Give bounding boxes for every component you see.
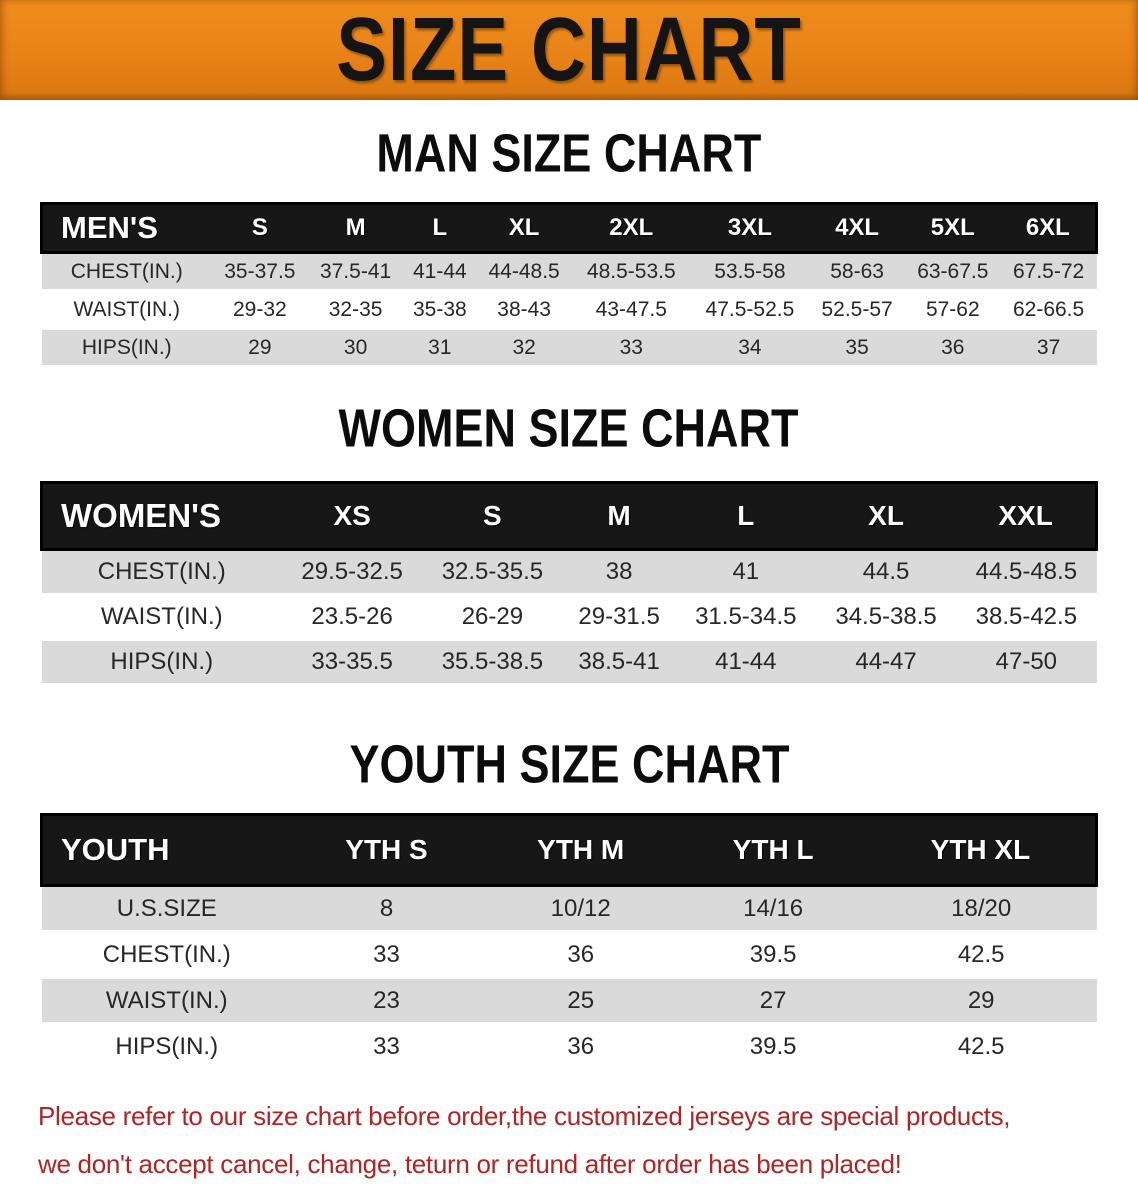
measurement-row [42, 550, 1097, 595]
value-cell: 29.5-32.5 [301, 558, 403, 585]
size-header-cell: 6XL [1025, 214, 1070, 241]
size-header-cell: L [432, 214, 448, 241]
value-cell: 33 [373, 940, 400, 968]
value-cell: 34 [738, 335, 762, 359]
value-cell: 58-63 [830, 259, 884, 283]
value-cell: 26-29 [461, 603, 524, 630]
value-cell: 31.5-34.5 [695, 603, 797, 630]
value-cell: 42.5 [957, 1032, 1005, 1060]
men-section [0, 100, 1138, 365]
value-cell: 41-44 [412, 259, 467, 283]
value-cell: 34.5-38.5 [835, 603, 937, 630]
value-cell: 36 [567, 1032, 595, 1060]
value-cell: 23 [373, 986, 400, 1014]
value-cell: 67.5-72 [1012, 259, 1085, 283]
value-cell: 29 [967, 986, 995, 1014]
table-title-cell: YOUTH [61, 832, 170, 867]
row-label-cell: HIPS(IN.) [110, 648, 214, 675]
size-header-cell: YTH L [732, 834, 814, 865]
value-cell: 44-47 [855, 648, 917, 675]
value-cell: 32 [512, 335, 536, 359]
banner [0, 0, 1138, 100]
size-header-cell: 2XL [609, 214, 654, 241]
measurement-row [42, 253, 1097, 291]
row-label-cell: CHEST(IN.) [70, 259, 183, 283]
youth-section [0, 683, 1138, 1068]
size-header-cell: 5XL [930, 214, 975, 241]
value-cell: 32.5-35.5 [441, 558, 544, 585]
disclaimer [0, 1092, 1138, 1188]
value-cell: 35-38 [412, 297, 467, 321]
measurement-row [42, 886, 1097, 932]
value-cell: 36 [567, 940, 595, 968]
size-header-cell: L [737, 500, 755, 531]
row-label-cell: WAIST(IN.) [73, 297, 181, 321]
value-cell: 32-35 [328, 297, 383, 321]
value-cell: 39.5 [749, 1032, 797, 1060]
value-cell: 37.5-41 [319, 259, 392, 283]
row-label-cell: CHEST(IN.) [97, 558, 226, 585]
row-label-cell: WAIST(IN.) [100, 603, 223, 630]
size-header-cell: 4XL [835, 214, 880, 241]
value-cell: 36 [941, 335, 965, 359]
men-heading-text: MAN SIZE CHART [376, 122, 762, 184]
size-header-cell: S [483, 500, 502, 531]
youth-size-table [40, 813, 1098, 1068]
value-cell: 38 [605, 558, 633, 585]
value-cell: 39.5 [749, 940, 797, 968]
size-header-row [42, 483, 1097, 550]
size-header-cell: S [251, 214, 268, 241]
value-cell: 53.5-58 [714, 259, 786, 283]
men-size-table [40, 202, 1098, 365]
size-header-row [42, 204, 1097, 253]
value-cell: 35 [845, 335, 869, 359]
value-cell: 43-47.5 [595, 297, 667, 321]
value-cell: 57-62 [925, 297, 980, 321]
value-cell: 48.5-53.5 [586, 259, 676, 283]
women-size-table [40, 481, 1098, 683]
value-cell: 38.5-41 [578, 648, 660, 675]
value-cell: 25 [567, 986, 595, 1014]
measurement-row [42, 291, 1097, 329]
measurement-row [42, 978, 1097, 1024]
disclaimer-line-2: we don't accept cancel, change, teturn or refund after order has been placed! [38, 1149, 902, 1179]
value-cell: 41 [732, 558, 760, 585]
row-label-cell: CHEST(IN.) [102, 940, 231, 968]
value-cell: 44-48.5 [488, 259, 560, 283]
value-cell: 41-44 [715, 648, 777, 675]
table-title-cell: MEN'S [61, 210, 158, 245]
value-cell: 38-43 [497, 297, 551, 321]
disclaimer-line-1: Please refer to our size chart before order,the customized jerseys are special products, [38, 1101, 1011, 1131]
measurement-row [42, 329, 1097, 366]
measurement-row [42, 595, 1097, 640]
size-header-cell: 3XL [727, 214, 772, 241]
size-header-cell: YTH M [537, 834, 625, 865]
value-cell: 44.5 [862, 558, 910, 585]
size-header-cell: M [345, 214, 366, 241]
row-label-cell: HIPS(IN.) [81, 335, 172, 359]
row-label-cell: HIPS(IN.) [115, 1032, 219, 1060]
value-cell: 38.5-42.5 [975, 603, 1078, 630]
row-label-cell: U.S.SIZE [116, 894, 217, 922]
value-cell: 42.5 [957, 940, 1005, 968]
measurement-row [42, 1024, 1097, 1069]
value-cell: 30 [343, 335, 368, 359]
value-cell: 35.5-38.5 [441, 648, 544, 675]
value-cell: 37 [1036, 335, 1061, 359]
size-header-cell: YTH XL [930, 834, 1031, 865]
size-header-cell: XXL [998, 500, 1053, 531]
value-cell: 8 [379, 894, 394, 922]
value-cell: 52.5-57 [821, 297, 893, 321]
value-cell: 33 [373, 1032, 400, 1060]
value-cell: 23.5-26 [311, 603, 393, 630]
value-cell: 29 [248, 335, 272, 359]
youth-heading-text: YOUTH SIZE CHART [348, 733, 790, 795]
size-header-cell: XL [868, 500, 904, 531]
size-header-cell: XL [508, 214, 540, 241]
table-title-cell: WOMEN'S [61, 497, 222, 534]
women-section-heading [0, 365, 1138, 481]
value-cell: 29-31.5 [578, 603, 660, 630]
value-cell: 33 [619, 335, 643, 359]
size-header-cell: XS [333, 500, 371, 531]
measurement-row [42, 640, 1097, 684]
size-header-cell: YTH S [345, 834, 428, 865]
size-header-cell: M [607, 500, 631, 531]
women-heading-text: WOMEN SIZE CHART [339, 397, 799, 459]
women-section [0, 365, 1138, 683]
value-cell: 33-35.5 [311, 648, 393, 675]
value-cell: 27 [759, 986, 787, 1014]
value-cell: 63-67.5 [917, 259, 989, 283]
banner-title: SIZE CHART [336, 0, 802, 100]
men-section-heading [0, 100, 1138, 202]
value-cell: 14/16 [743, 894, 804, 922]
value-cell: 44.5-48.5 [975, 558, 1078, 585]
value-cell: 47-50 [995, 648, 1058, 675]
value-cell: 35-37.5 [224, 259, 296, 283]
value-cell: 47.5-52.5 [705, 297, 795, 321]
size-header-row [42, 815, 1097, 886]
value-cell: 62-66.5 [1012, 297, 1085, 321]
value-cell: 18/20 [951, 894, 1012, 922]
value-cell: 29-32 [233, 297, 287, 321]
value-cell: 31 [428, 335, 452, 359]
youth-section-heading [0, 683, 1138, 813]
value-cell: 10/12 [550, 894, 611, 922]
measurement-row [42, 932, 1097, 978]
row-label-cell: WAIST(IN.) [105, 986, 228, 1014]
